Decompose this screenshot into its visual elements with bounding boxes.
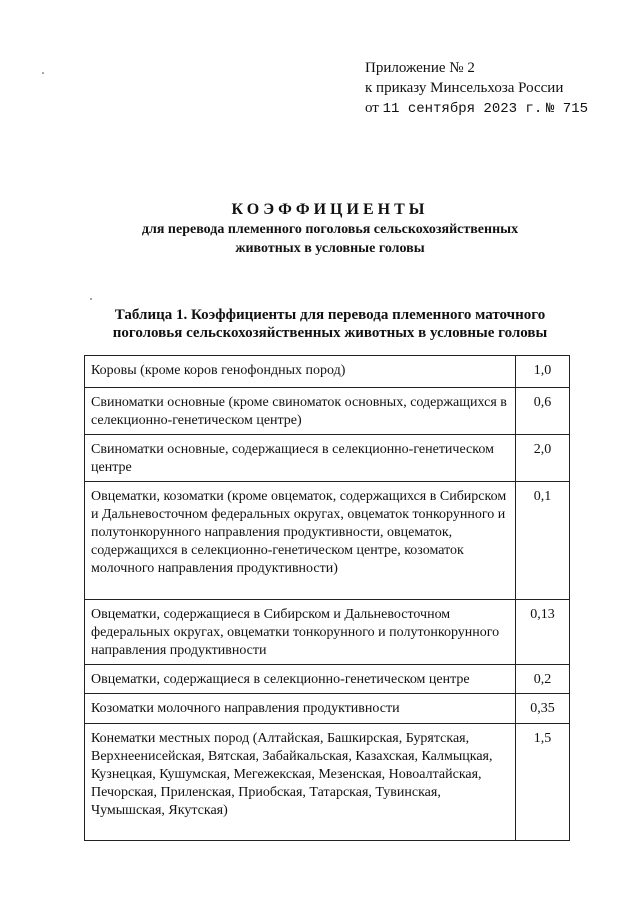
row-animal-group: Коровы (кроме коров генофондных пород) <box>85 356 516 388</box>
row-coefficient: 2,0 <box>516 435 570 482</box>
scan-speck <box>90 298 92 300</box>
table-row <box>85 356 570 388</box>
table-row <box>85 482 570 600</box>
row-coefficient: 0,2 <box>516 665 570 694</box>
row-coefficient: 0,35 <box>516 694 570 724</box>
row-coefficient: 0,6 <box>516 388 570 435</box>
table-caption-line-1: Таблица 1. Коэффициенты для перевода племенного маточного <box>114 307 546 323</box>
row-animal-group: Конематки местных пород (Алтайская, Башкирская, Бурятская, Верхнеенисейская, Вятская, Забайкальская, Казахская, Калмыцкая, Кузнецкая, Кушумская, Мегежекская, Мезенская, Новоалтайская, Печорская, Приленская, Приобская, Татарская, Тувинская, Чумышская, Якутская) <box>85 724 516 841</box>
table-row <box>85 724 570 841</box>
row-animal-group: Козоматки молочного направления продуктивности <box>85 694 516 724</box>
row-coefficient: 0,13 <box>516 600 570 665</box>
table-caption-line-2: поголовья сельскохозяйственных животных в условные головы <box>112 325 548 341</box>
row-coefficient: 1,5 <box>516 724 570 841</box>
table-row <box>85 435 570 482</box>
row-animal-group: Овцематки, козоматки (кроме овцематок, содержащихся в Сибирском и Дальневосточном федеральных округах, овцематок тонкорунного и полутонкорунного направления продуктивности, овцематок, содержащихся в селекционно-генетическом центре, козоматок молочного направления продуктивности) <box>85 482 516 600</box>
table-row <box>85 388 570 435</box>
row-coefficient: 0,1 <box>516 482 570 600</box>
row-coefficient: 1,0 <box>516 356 570 388</box>
row-animal-group: Овцематки, содержащиеся в Сибирском и Дальневосточном федеральных округах, овцематки тонкорунного и полутонкорунного направления продуктивности <box>85 600 516 665</box>
appendix-title: Приложение № 2 <box>365 60 475 76</box>
row-animal-group: Свиноматки основные (кроме свиноматок основных, содержащихся в селекционно-генетическом центре) <box>85 388 516 435</box>
appendix-header <box>365 58 588 119</box>
appendix-order-date-line <box>365 98 588 119</box>
coefficient-table <box>84 355 570 841</box>
appendix-order-ref: к приказу Минсельхоза России <box>365 80 564 96</box>
document-title-block <box>80 200 580 258</box>
appendix-order-number: № 715 <box>546 101 589 117</box>
document-subtitle-line-1: для перевода племенного поголовья сельскохозяйственных <box>141 222 519 237</box>
table-caption <box>80 306 580 342</box>
appendix-date-prefix: от <box>365 100 379 116</box>
row-animal-group: Свиноматки основные, содержащиеся в селекционно-генетическом центре <box>85 435 516 482</box>
table-row <box>85 665 570 694</box>
document-subtitle-line-2: животных в условные головы <box>235 241 425 256</box>
scan-speck <box>42 72 44 74</box>
row-animal-group: Овцематки, содержащиеся в селекционно-генетическом центре <box>85 665 516 694</box>
table-row <box>85 694 570 724</box>
document-title: КОЭФФИЦИЕНТЫ <box>231 201 429 218</box>
table-row <box>85 600 570 665</box>
appendix-date: 11 сентября 2023 г. <box>382 101 543 117</box>
